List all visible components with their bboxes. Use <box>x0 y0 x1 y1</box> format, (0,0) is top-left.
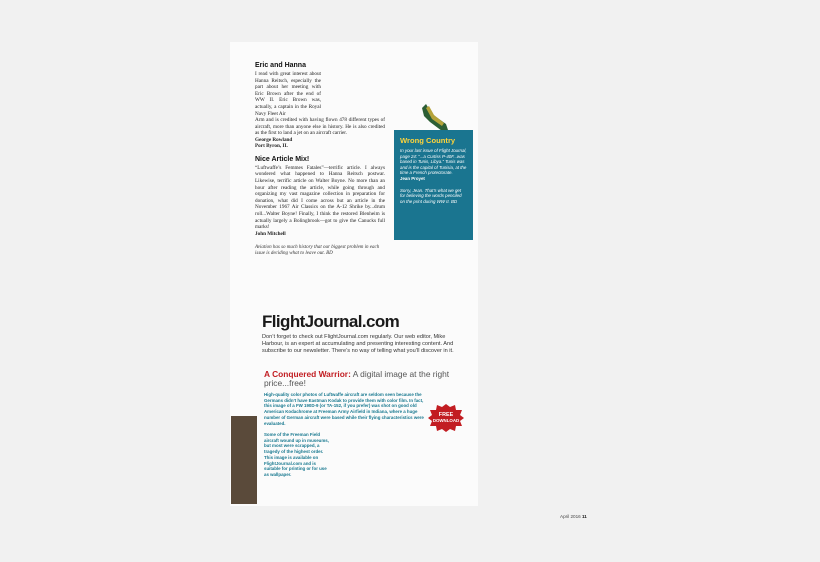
free-download-badge[interactable] <box>428 404 464 432</box>
letter-heading: Nice Article Mix! <box>255 155 310 163</box>
page-footer <box>560 514 587 519</box>
letter-location: Port Byron, IL <box>255 143 288 150</box>
conquered-warrior-body-continued: Some of the Freeman Field aircraft wound up in museums, but most were scrapped, a tragedy of the highest order. This image is available on FlightJournal.com and is suitable for printing or for use as wallpaper. <box>264 432 329 477</box>
letter-body: “Luftwaffe’s Femmes Fatales”—terrific article. I always wondered what happened to Hanna Reitsch postwar. Likewise, terrific article on Walter Boyne. No more than an hour after reading the article, while going through and organizing my vast magazine collection in preparation for donation, what did I come across but an article in the November 1967 Air Classics on the A-12 Shrike by...drum roll...Walter Boyne! Finally, I think the restored Blenheim is actually largely a Bolingbrook—got to give the Canucks full marks! <box>255 164 385 231</box>
editor-note: Aviation has so much history that our biggest problem in each issue is deciding what to leave out. BD <box>255 245 380 257</box>
conquered-warrior-title-red: A Conquered Warrior: <box>264 369 351 379</box>
page-number: 11 <box>581 514 587 519</box>
letter-body-continued: Arm and is credited with having flown 478 different types of aircraft, more than anyone else in history. He is also credited as the first to land a jet on an aircraft carrier. <box>255 117 385 137</box>
conquered-warrior-title <box>264 370 454 388</box>
letter-signature: John Mitchell <box>255 230 286 237</box>
conquered-warrior-body: High-quality color photos of Luftwaffe aircraft are seldom seen because the Germans didn’t have Eastman Kodak to provide them with color film. In fact, this image of a FW 190D-9 (or TA-152, if you prefer) was shot on good old American Kodachrome at Freeman Army Airfield in Indiana, where a huge number of German aircraft were based while their flying characteristics were evaluated. <box>264 392 424 426</box>
wrong-country-reply: Sorry, Jean. That’s what we get for believing the words penciled on the print during WW II. BD <box>400 187 462 204</box>
conquered-warrior-title-gray: A digital image at the right price...free! <box>264 369 450 388</box>
flightjournal-body: Don’t forget to check out FlightJournal.com regularly. Our web editor, Mike Harbour, is an expert at accumulating and presenting interesting content. And subscribe to our newsletter. There’s no way of telling what you’ll discover in it. <box>262 334 454 354</box>
wrong-country-body: In your last issue of Flight Journal, page 24: “...a Curtiss P-40F...was based in Tunis, Libya.” Tunis was and is the capital of Tunisia, at the time a French protectorate. <box>400 148 467 176</box>
letter-body: I read with great interest about Hanna Reitsch, especially the part about her meeting with Eric Brown after the end of WW II. Eric Brown was, actually, a captain in the Royal Navy Fleet Air <box>255 71 321 117</box>
wrong-country-box <box>394 130 473 240</box>
wrong-country-signature: Jean Proyet <box>400 175 425 181</box>
flightjournal-title: FlightJournal.com <box>262 312 400 331</box>
letter-heading: Eric and Hanna <box>255 62 306 69</box>
badge-line2: DOWNLOAD <box>432 418 460 423</box>
aircraft-photo <box>231 416 257 504</box>
plane-icon <box>420 104 450 132</box>
letters-column <box>255 62 385 258</box>
wrong-country-heading: Wrong Country <box>400 136 456 145</box>
footer-month: April 2016 <box>560 514 581 519</box>
letter-signature: George Rowland <box>255 136 293 143</box>
badge-line1: FREE <box>438 412 454 418</box>
